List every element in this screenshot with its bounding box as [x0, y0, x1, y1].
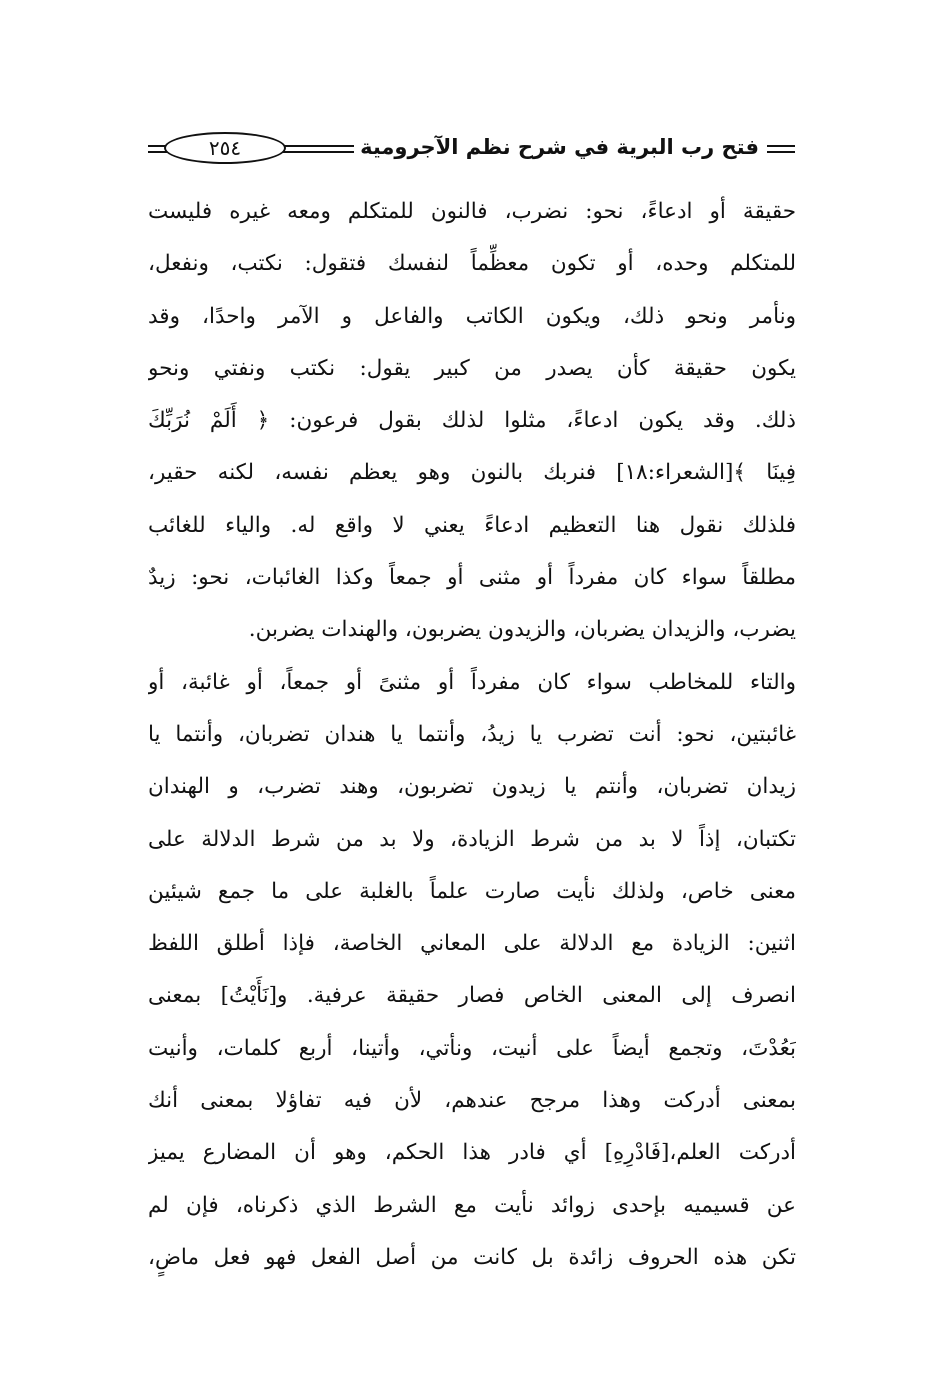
text-line: عن قسيميه بإحدى زوائد نأيت مع الشرط الذي ذكرناه، فإن لم — [148, 1192, 796, 1218]
text-line: فلذلك نقول هنا التعظيم ادعاءً يعني لا واقع له. والياء للغائب — [148, 512, 796, 538]
text-line: اثنين: الزيادة مع الدلالة على المعاني الخاصة، فإذا أطلق اللفظ — [148, 931, 796, 957]
header-rule-right — [767, 145, 795, 153]
text-line: للمتكلم وحده، أو تكون معظِّماً لنفسك فتقول: نكتب، ونفعل، — [148, 251, 796, 277]
text-line: والتاء للمخاطب سواء كان مفرداً أو مثنىً أو جمعاً، أو غائبة، أو — [148, 669, 796, 695]
text-line: يكون حقيقة كأن يصدر من كبير يقول: نكتب ونفتي ونحو — [148, 355, 796, 381]
text-line: فِينَا ﴾[الشعراء:١٨] فنربك بالنون وهو يعظم نفسه، لكنه حقير، — [148, 460, 796, 486]
text-line: بمعنى أدركت وهذا مرجح عندهم، لأن فيه تفاؤلا بمعنى أنك — [148, 1088, 796, 1114]
text-line: غائبتين، نحو: أنت تضرب يا زيدُ، وأنتما يا هندان تضربان، وأنتما يا — [148, 721, 796, 747]
text-line: بَعُدْتَ، وتجمع أيضاً على أنيت، ونأتي، وأتينا، أربع كلمات، وأنيت — [148, 1035, 796, 1061]
page-number: ٢٥٤ — [164, 132, 286, 164]
text-line: يضرب، والزيدان يضربان، والزيدون يضربون، والهندات يضربن. — [248, 617, 796, 643]
text-line: ونأمر ونحو ذلك، ويكون الكاتب والفاعل و الآمر واحدًا، وقد — [148, 303, 796, 329]
text-line: انصرف إلى المعنى الخاص فصار حقيقة عرفية. و[نَأَيْتُ] بمعنى — [148, 983, 796, 1009]
text-line: مطلقاً سواء كان مفرداً أو مثنى أو جمعاً وكذا الغائبات، نحو: زيدٌ — [148, 565, 796, 591]
book-title: فتح رب البرية في شرح نظم الآجرومية — [354, 134, 765, 160]
text-line: زيدان تضربان، وأنتم يا زيدون تضربون، وهند تضرب، و الهندان — [148, 774, 796, 800]
text-line: تكن هذه الحروف زائدة بل كانت من أصل الفعل فهو فعل ماضٍ، — [148, 1244, 796, 1270]
text-line: حقيقة أو ادعاءً، نحو: نضرب، فالنون للمتكلم ومعه غيره فليست — [148, 199, 796, 224]
text-line: معنى خاص، ولذلك نأيت صارت علماً بالغلبة على ما جمع شيئين — [148, 878, 796, 904]
running-header — [148, 128, 795, 168]
text-line: تكتبان، إذاً لا بد من شرط الزيادة، ولا بد من شرط الدلالة على — [148, 826, 796, 852]
text-line: ذلك. وقد يكون ادعاءً، مثلوا لذلك بقول فرعون: ﴿ أَلَمْ نُرَبِّكَ — [148, 408, 796, 434]
text-line: أدركت العلم،[فَادْرِهِ] أي فادر هذا الحكم، وهو أن المضارع يميز — [148, 1140, 796, 1166]
body-text — [148, 186, 796, 1284]
